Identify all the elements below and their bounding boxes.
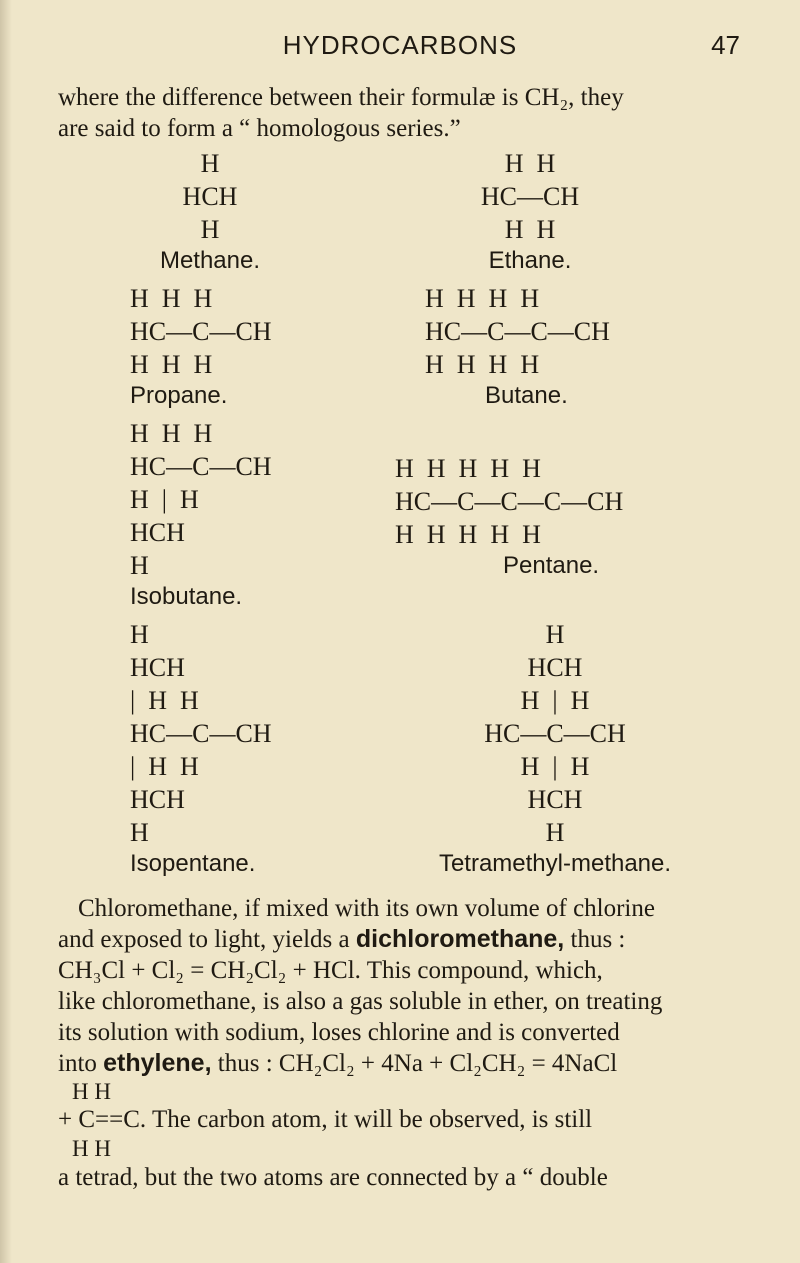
- butane-formula: H H H H HC—C—C—CH H H H H: [425, 284, 610, 379]
- pentane-formula: H H H H H HC—C—C—C—CH H H H H H: [395, 454, 624, 549]
- ethylene-term: ethylene,: [103, 1049, 212, 1077]
- body-line-2-a: and exposed to light, yields a: [58, 926, 356, 953]
- page-number: 47: [711, 30, 740, 60]
- ethylene-formula-bottom-h: H H: [72, 1136, 111, 1161]
- body-line-1: Chloromethane, if mixed with its own volume of chlorine: [78, 895, 655, 922]
- ethane-structure: [420, 147, 640, 276]
- propane-name: Propane.: [130, 382, 228, 409]
- ethane-name: Ethane.: [488, 247, 572, 274]
- body-line-5: its solution with sodium, loses chlorine and is converted: [58, 1019, 620, 1046]
- pentane-name: Pentane.: [503, 552, 600, 579]
- body-line-6-c: thus : CH₂Cl₂ + 4Na + Cl₂CH₂ = 4NaCl: [211, 1050, 618, 1077]
- body-line-6-a: into: [58, 1050, 104, 1077]
- isobutane-formula: H H H HC—C—CH H | H HCH H: [130, 419, 272, 580]
- intro-line-2: are said to form a “ homologous series.”: [58, 115, 461, 142]
- isopentane-formula: H HCH | H H HC—C—CH | H H HCH H: [130, 620, 272, 847]
- butane-name: Butane.: [485, 382, 568, 409]
- pentane-structure: [395, 452, 715, 581]
- butane-structure: [425, 282, 685, 411]
- body-line-3: CH₃Cl + Cl₂ = CH₂Cl₂ + HCl. This compound, which,: [58, 957, 603, 984]
- propane-formula: H H H HC—C—CH H H H: [130, 284, 272, 379]
- tetramethyl-methane-structure: [395, 618, 715, 879]
- tetramethyl-methane-name: Tetramethyl-methane.: [438, 850, 672, 877]
- body-line-2-c: thus :: [564, 926, 626, 953]
- ethylene-formula-top-h: H H: [72, 1079, 111, 1104]
- body-line-10: a tetrad, but the two atoms are connected by a “ double: [58, 1164, 608, 1191]
- intro-paragraph: [58, 82, 738, 144]
- methane-name: Methane.: [159, 247, 261, 274]
- body-line-8: + C==C. The carbon atom, it will be observed, is still: [58, 1106, 593, 1133]
- body-line-6: [58, 1048, 748, 1079]
- isobutane-name: Isobutane.: [130, 583, 243, 610]
- methane-formula: H HCH H: [182, 149, 238, 244]
- ethane-formula: H H HC—CH H H: [480, 149, 580, 244]
- body-line-2: [58, 924, 748, 955]
- dichloromethane-term: dichloromethane,: [355, 925, 565, 953]
- isobutane-structure: [130, 417, 370, 612]
- running-header-title: HYDROCARBONS: [282, 30, 518, 60]
- body-line-4: like chloromethane, is also a gas soluble in ether, on treating: [58, 988, 663, 1015]
- page-edge-shadow: [0, 0, 12, 1263]
- methane-structure: [130, 147, 290, 276]
- tetramethyl-methane-formula: H HCH H | H HC—C—CH H | H HCH H: [484, 620, 626, 847]
- isopentane-structure: [130, 618, 370, 879]
- propane-structure: [130, 282, 370, 411]
- intro-line-1: where the difference between their formulæ is CH₂, they: [58, 84, 624, 111]
- isopentane-name: Isopentane.: [130, 850, 256, 877]
